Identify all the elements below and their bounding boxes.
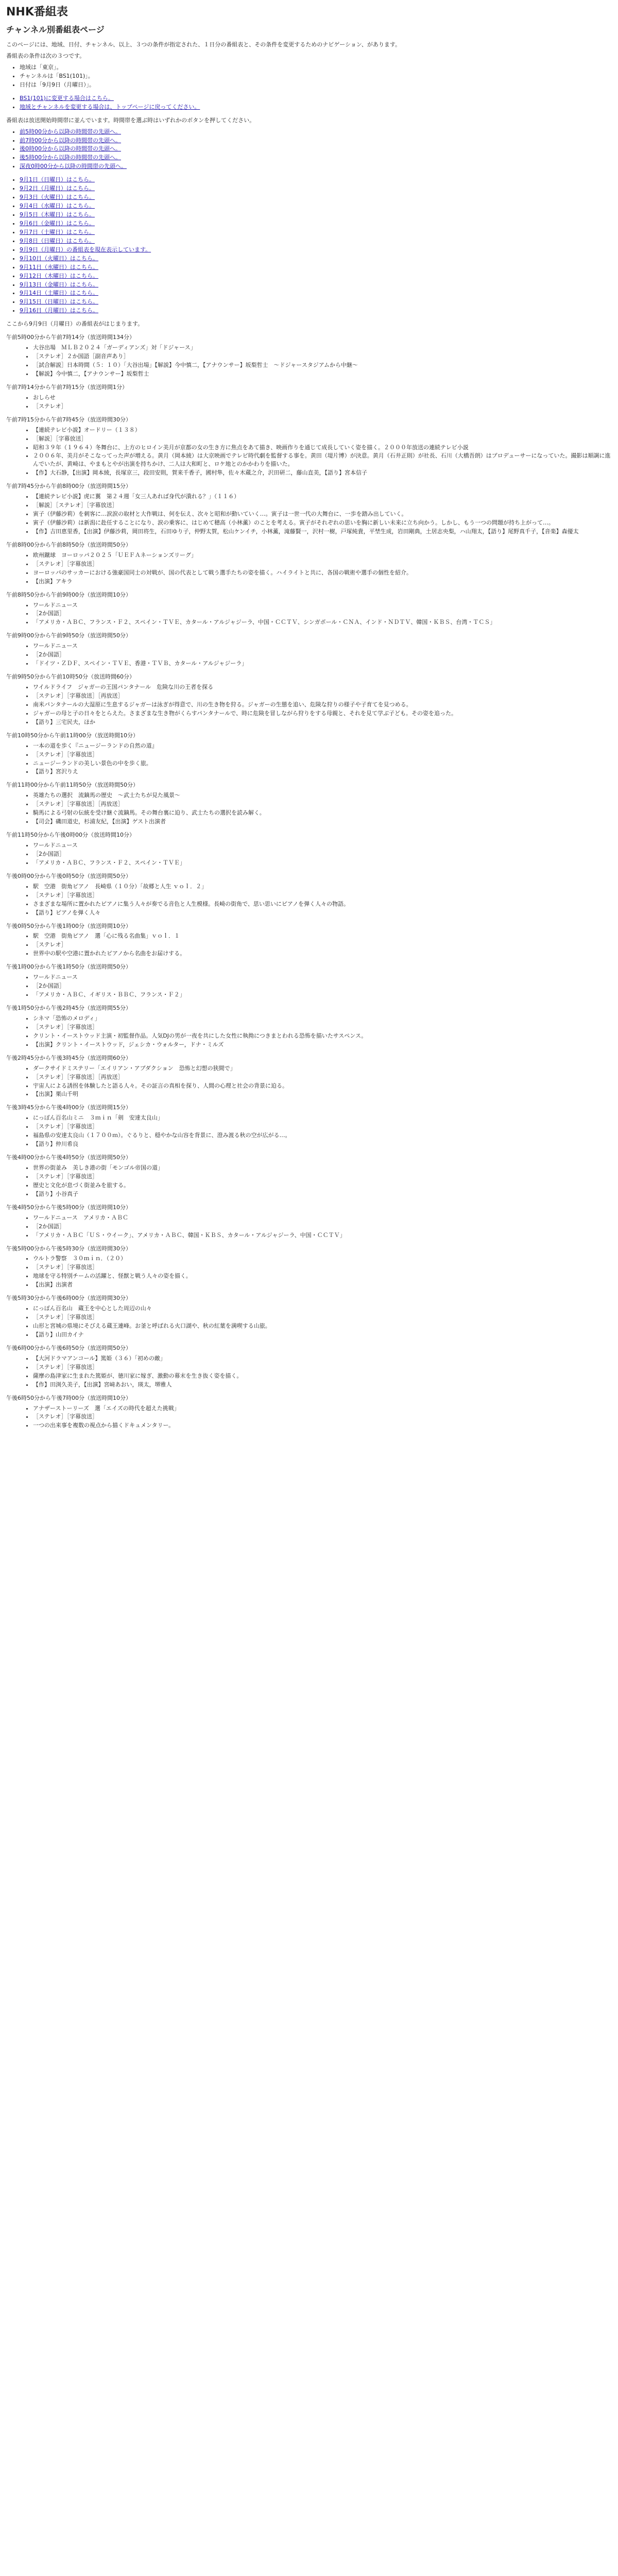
program-detail: • ［ステレオ］［字幕放送］ — [33, 560, 612, 568]
program-time: 午後4時00分から午後4時50分（放送時間50分） — [6, 1154, 131, 1161]
program-detail: • ［ステレオ］［字幕放送］ — [33, 1173, 612, 1181]
program-detail: • ［ステレオ］［字幕放送］ — [33, 891, 612, 900]
date-link[interactable]: 9月15日（日曜日）はこちら。 — [20, 298, 98, 306]
program-details — [6, 426, 612, 478]
date-link[interactable]: 9月5日（木曜日）はこちら。 — [20, 211, 95, 218]
program-detail-list — [20, 1114, 612, 1148]
program-time: 午前9時00分から午前9時50分（放送時間50分） — [6, 632, 131, 639]
program-item — [6, 632, 612, 668]
program-time: 午前7時15分から午前7時45分（放送時間30分） — [6, 416, 131, 423]
program-item — [6, 1104, 612, 1148]
program-title: • 欧州蹴球 ヨーロッパ２０２５「ＵＥＦＡネーションズリーグ」 — [33, 551, 612, 560]
time-link-7am[interactable]: 前7時00分から以降の時間帯の先頭へ。 — [20, 137, 121, 144]
date-link[interactable]: 9月16日（月曜日）はこちら。 — [20, 307, 98, 314]
program-detail: • 【語り】小谷真子 — [33, 1190, 612, 1198]
program-list — [6, 333, 612, 1430]
time-heading: 番組表は放送開始時間帯に並んでいます。時間帯を選ぶ時はいずれかのボタンを押してください。 — [6, 116, 255, 124]
program-detail: • 「アメリカ・ＡＢＣ「ＵＳ・ウイーク」、アメリカ・ＡＢＣ、韓国・ＫＢＳ、カタール・アルジャジーラ、中国・ＣＣＴＶ」 — [33, 1231, 612, 1240]
program-details — [6, 1304, 612, 1339]
time-link-5am[interactable]: 前5時00分から以降の時間帯の先頭へ。 — [20, 128, 121, 135]
program-title: • シネマ「恐怖のメロディ」 — [33, 1014, 612, 1023]
program-detail: • 【語り】仲川希良 — [33, 1140, 612, 1148]
program-detail: • 【語り】ピアノを弾く人々 — [33, 909, 612, 917]
program-detail: • 【出演】栗山千明 — [33, 1090, 612, 1098]
program-item — [6, 1004, 612, 1049]
program-title: • ワールドニュース アメリカ・ＡＢＣ — [33, 1214, 612, 1222]
program-detail-list — [20, 1214, 612, 1240]
program-details — [6, 683, 612, 726]
program-details — [6, 1164, 612, 1198]
program-title: • アナザーストーリーズ 選「エイズの時代を超えた挑戦」 — [33, 1404, 612, 1413]
date-link[interactable]: 9月7日（土曜日）はこちら。 — [20, 228, 95, 235]
program-detail: • 地球を守る特別チームの活躍と、怪獣と戦う人々の姿を描く。 — [33, 1272, 612, 1280]
program-detail: • ［ステレオ］［字幕放送］ — [33, 751, 612, 759]
back-to-top-link[interactable]: 地域とチャンネルを変更する場合は、トップページに戻ってください。 — [20, 103, 200, 110]
program-detail: • 【解説】今中慎二，【アナウンサー】坂梨哲士 — [33, 370, 612, 378]
program-detail: • ［ステレオ］［字幕放送］ — [33, 1023, 612, 1031]
program-detail: • 福島県の安達太良山（１７００ｍ）。ぐるりと、穏やかな山容を背景に、澄み渡る秋の空が広がる…。 — [33, 1131, 612, 1140]
program-details — [6, 841, 612, 867]
program-time: 午後5時00分から午後5時30分（放送時間30分） — [6, 1245, 131, 1252]
program-time: 午後2時45分から午後3時45分（放送時間60分） — [6, 1054, 131, 1061]
date-link[interactable]: 9月3日（火曜日）はこちら。 — [20, 194, 95, 201]
program-detail: • ［解説］［字幕放送］ — [33, 435, 612, 443]
program-detail-list — [20, 1164, 612, 1198]
date-link[interactable]: 9月11日（水曜日）はこちら。 — [20, 263, 98, 270]
program-item — [6, 1344, 612, 1389]
page-subtitle: チャンネル別番組表ページ — [6, 24, 105, 35]
program-details — [6, 601, 612, 627]
program-item — [6, 383, 612, 411]
program-detail-list — [20, 551, 612, 586]
program-detail: • ［ステレオ］［字幕放送］ — [33, 1313, 612, 1321]
program-time: 午前7時45分から午前8時00分（放送時間15分） — [6, 483, 131, 490]
time-link-0pm[interactable]: 後0時00分から以降の時間帯の先頭へ。 — [20, 145, 121, 152]
program-title: • ワールドニュース — [33, 841, 612, 850]
program-detail: • ［ステレオ］ — [33, 941, 612, 949]
program-detail: • ［2か国語］ — [33, 609, 612, 618]
program-detail: • クリント・イーストウッド主演・初監督作品。人気DJの男が一夜を共にした女性に執拗につきまとわれる恐怖を描いたサスペンス。 — [33, 1032, 612, 1040]
program-details — [6, 493, 612, 536]
program-detail: • ［2か国語］ — [33, 850, 612, 858]
program-detail: • 【語り】山田カイナ — [33, 1331, 612, 1339]
program-detail: • 「ドイツ・ＺＤＦ、スペイン・ＴＶＥ、香港・ＴＶＢ、カタール・アルジャジーラ」 — [33, 659, 612, 668]
program-detail: • 【作】大石静，【出演】岡本綾，長塚京三，段田安則，賀来千香子，國村隼，佐々木蔵之介，沢田研二，藤山直美，【語り】宮本信子 — [33, 469, 612, 477]
program-time: 午後3時45分から午後4時00分（放送時間15分） — [6, 1104, 131, 1111]
time-link-midnight[interactable]: 深夜0時00分から以降の時間帯の先頭へ。 — [20, 163, 127, 170]
program-detail: • 【語り】宮沢りえ — [33, 768, 612, 776]
program-title: • 世界の街並み 美しき港の街「モンゴル帝国の道」 — [33, 1164, 612, 1172]
program-detail: • 「アメリカ・ＡＢＣ、フランス・Ｆ２、スペイン・ＴＶＥ、カタール・アルジャジーラ、中国・ＣＣＴＶ、シンガポール・ＣＮＡ、インド・ＮＤＴＶ、韓国・ＫＢＳ、台湾・ＴＣＳ」 — [33, 618, 612, 626]
program-details — [6, 1014, 612, 1049]
program-detail: • ［解説］［ステレオ］［字幕放送］ — [33, 501, 612, 510]
program-details — [6, 883, 612, 917]
program-title: • にっぽん百名山 蔵王を中心とした周辺の山々 — [33, 1304, 612, 1313]
schedule-heading: ここから9月9日（月曜日）の番組表がはじまります。 — [6, 320, 144, 328]
program-item — [6, 1204, 612, 1240]
program-detail: • 昭和３９年（１９６４）冬舞台に、上方のヒロイン美月が京都の女の生き方に焦点をあて描き、映画作りを通じて成長していく姿を描く。２０００年放送の連続テレビ小説 — [33, 444, 612, 452]
program-item — [6, 732, 612, 776]
program-item — [6, 673, 612, 726]
program-detail-list — [20, 1354, 612, 1389]
program-detail: • 「アメリカ・ＡＢＣ、フランス・Ｆ２、スペイン・ＴＶＥ」 — [33, 859, 612, 867]
program-title: • ワールドニュース — [33, 601, 612, 609]
program-detail: • ［ステレオ］２か国語［副音声あり］ — [33, 352, 612, 361]
program-detail: • 【司会】磯田道史，杉浦友紀，【出演】ゲスト出演者 — [33, 818, 612, 826]
program-item — [6, 831, 612, 867]
program-detail: • 【出演】クリント・イーストウッド，ジェシカ・ウォルター，ドナ・ミルズ — [33, 1041, 612, 1049]
program-detail: • 寅子（伊藤沙莉）は新潟に赴任することになり、涙の乗客に、はじめて穂高（小林薫）のことを考える。寅子がそれぞれの思いを胸に新しい未来に立ち向かう。しかし、もう一つの問題が持ち上がって…。 — [33, 519, 612, 527]
program-details — [6, 1354, 612, 1389]
program-detail: • 騎馬による弓射の伝統を受け継ぐ流鏑馬。その舞台裏に迫り、武士たちの選択を読み解く。 — [33, 809, 612, 817]
program-item — [6, 963, 612, 999]
program-item — [6, 1054, 612, 1099]
program-detail: • 【語り】三宅民夫，ほか — [33, 718, 612, 726]
program-detail: • ヨーロッパのサッカーにおける強豪国同士の対戦が、国の代表として戦う選手たちの姿を描く。ハイライトと共に、各国の戦術や選手の個性を紹介。 — [33, 569, 612, 577]
condition-item: • 日付は「9月9日（月曜日）」。 — [20, 81, 612, 89]
program-details — [6, 973, 612, 999]
program-detail-list — [20, 742, 612, 776]
program-detail-list — [20, 426, 612, 478]
program-item — [6, 922, 612, 958]
program-detail: • ［ステレオ］［字幕放送］ — [33, 1263, 612, 1272]
program-title: • にっぽん百名山ミニ ３ｍｉｎ「剣 安達太良山」 — [33, 1114, 612, 1122]
program-title: • ウルトラ警察 ３０ｍｉｎ．（２０） — [33, 1255, 612, 1263]
program-time: 午後4時50分から午後5時00分（放送時間10分） — [6, 1204, 131, 1211]
program-detail-list — [20, 1404, 612, 1430]
program-time: 午後0時00分から午後0時50分（放送時間50分） — [6, 872, 131, 879]
conditions-heading: 番組表の条件は次の３つです。 — [6, 53, 85, 60]
program-item — [6, 872, 612, 917]
change-channel-link[interactable]: BS1(101)に変更する場合はこちら。 — [20, 94, 114, 101]
program-item — [6, 333, 612, 378]
program-title: • 駅 空港 街角ピアノ 選「心に残る名曲集」ｖｏｌ．１ — [33, 932, 612, 940]
program-detail-list — [20, 932, 612, 958]
program-title: • おしらせ — [33, 394, 612, 402]
program-time: 午前11時00分から午前11時50分（放送時間50分） — [6, 782, 139, 789]
program-title: • ダークサイドミステリー「エイリアン・アブダクション 恐怖と幻想の狭間で」 — [33, 1064, 612, 1073]
program-detail: • 山形と宮城の県境にそびえる蔵王連峰。お釜と呼ばれる火口湖や、秋の紅葉を満喫する山旅。 — [33, 1322, 612, 1330]
program-title: • 駅 空港 街角ピアノ 長崎県（１０分）「故郷と人生 ｖｏｌ．２」 — [33, 883, 612, 891]
program-detail-list — [20, 841, 612, 867]
program-title: • ワイルドライフ ジャガーの王国パンタナール 危険な川の王者を探る — [33, 683, 612, 691]
program-details — [6, 1404, 612, 1430]
program-detail-list — [20, 1064, 612, 1099]
program-item — [6, 541, 612, 586]
program-item — [6, 781, 612, 826]
program-item — [6, 416, 612, 478]
program-details — [6, 1114, 612, 1148]
program-detail: • ［ステレオ］［字幕放送］ — [33, 1413, 612, 1421]
time-nav-top — [6, 128, 612, 171]
program-detail: • さまざまな場所に置かれたピアノに集う人々が奏でる音色と人生模様。長崎の街角で、思い思いにピアノを弾く人々の物語。 — [33, 900, 612, 908]
program-time: 午後5時30分から午後6時00分（放送時間30分） — [6, 1295, 131, 1302]
program-title: • 【連続テレビ小説】オードリー（１３８） — [33, 426, 612, 434]
program-detail: • ［2か国語］ — [33, 651, 612, 659]
program-detail: • ［ステレオ］［字幕放送］［再放送］ — [33, 692, 612, 700]
program-detail: • ［2か国語］ — [33, 1223, 612, 1231]
date-link[interactable]: 9月4日（水曜日）はこちら。 — [20, 202, 95, 210]
program-time: 午前10時50分から午前11時00分（放送時間10分） — [6, 732, 139, 739]
program-details — [6, 551, 612, 586]
program-item — [6, 482, 612, 536]
program-details — [6, 742, 612, 776]
program-detail-list — [20, 344, 612, 378]
program-detail-list — [20, 1304, 612, 1339]
program-detail: • 世界中の駅や空港に置かれたピアノから名曲をお届けする。 — [33, 950, 612, 958]
program-item — [6, 1394, 612, 1430]
date-link[interactable]: 9月13日（金曜日）はこちら。 — [20, 281, 98, 288]
program-details — [6, 1255, 612, 1289]
program-detail: • ２００６年、美月がそこなってった声が増える。黄月（岡本綾）は大京映画でテレビ時代劇を監督する事を。黄田（堤片博）が決意。黄月（石井正則）が社長、石川（大橋吾朗）はプロデューサーになっていた。撮影は順調に進んでいたが、黄崎は、やまもとやが出演を持ちかけ、二人は大和町と、ロケ地とのかかわりを描いた。 — [33, 452, 612, 468]
program-detail: • 薩摩の島津家に生まれた篤姫が、徳川家に嫁ぎ、激動の幕末を生き抜く姿を描く。 — [33, 1372, 612, 1380]
program-detail-list — [20, 1255, 612, 1289]
program-detail: • 【作】田渕久美子，【出演】宮﨑あおい，瑛太，堺雅人 — [33, 1381, 612, 1389]
program-details — [6, 642, 612, 668]
program-detail: • ジャガーの母と子の日々をとらえた。さまざまな生き物がくらすパンタナールで、時に危険を冒しながら狩りをする母親と、それを見て学ぶ子ども。その姿を追った。 — [33, 709, 612, 718]
program-item — [6, 1154, 612, 1198]
program-detail-list — [20, 683, 612, 726]
intro-text: このページには、地域、日付、チャンネル、以上、３つの条件が指定された、１日分の番組表と、その条件を変更するためのナビゲーション、があります。 — [6, 41, 401, 48]
program-time: 午前5時00分から午前7時14分（放送時間134分） — [6, 334, 135, 341]
program-detail: • 宇宙人による誘拐を体験したと語る人々。その証言の真相を探り、人間の心理と社会の背景に迫る。 — [33, 1082, 612, 1090]
program-detail-list — [20, 1014, 612, 1049]
condition-item: • チャンネルは「BS1(101)」。 — [20, 72, 612, 80]
program-title: • 一本の道を歩く『ニュージーランドの自然の道』 — [33, 742, 612, 750]
condition-item: • 地域は「東京」。 — [20, 63, 612, 72]
change-links — [6, 94, 612, 111]
program-detail: • ［試合解説］日本時間（５：１０）「大谷出場」【解説】今中慎二，【アナウンサー】坂梨哲士 ～ドジャースタジアムから中継～ — [33, 361, 612, 369]
program-item — [6, 591, 612, 627]
program-title: • 大谷出場 ＭＬＢ２０２４「ガーディアンズ」対「ドジャース」 — [33, 344, 612, 352]
program-detail: • ［2か国語］ — [33, 982, 612, 990]
program-details — [6, 791, 612, 826]
conditions-list — [6, 63, 612, 89]
date-link[interactable]: 9月1日（日曜日）はこちら。 — [20, 176, 95, 183]
date-link[interactable]: 9月10日（火曜日）はこちら。 — [20, 255, 98, 262]
program-title: • 【連続テレビ小説】虎に翼 第２４週「女三人あれば身代が潰れる？」（１１６） — [33, 493, 612, 501]
page-title: NHK番組表 — [6, 6, 68, 19]
program-detail-list — [20, 394, 612, 411]
program-time: 午前11時50分から午後0時00分（放送時間10分） — [6, 832, 135, 839]
program-detail: • ［ステレオ］［字幕放送］［再放送］ — [33, 800, 612, 808]
date-link-current[interactable]: 9月9日（月曜日）の番組表を現在表示しています。 — [20, 246, 151, 253]
date-link[interactable]: 9月2日（月曜日）はこちら。 — [20, 185, 95, 192]
program-details — [6, 1214, 612, 1240]
program-detail: • 一つの出来事を複数の視点から描くドキュメンタリー。 — [33, 1421, 612, 1430]
program-detail-list — [20, 493, 612, 536]
program-detail: • 歴史と文化が息づく街並みを旅する。 — [33, 1181, 612, 1190]
program-time: 午前8時50分から午前9時00分（放送時間10分） — [6, 591, 131, 598]
date-link[interactable]: 9月6日（金曜日）はこちら。 — [20, 219, 95, 227]
program-detail: • ［ステレオ］ — [33, 402, 612, 411]
program-detail: • 寅子（伊藤沙莉）を刺客に…涙涙の取材と大作戦は、何を伝え、次々と昭和が動いていく…。寅子は一世一代の大舞台に、一歩を踏み出していく。 — [33, 510, 612, 518]
program-detail: • 「アメリカ・ＡＢＣ、イギリス・ＢＢＣ、フランス・Ｆ２」 — [33, 991, 612, 999]
program-detail-list — [20, 791, 612, 826]
program-time: 午前7時14分から午前7時15分（放送時間1分） — [6, 383, 128, 391]
date-link[interactable]: 9月12日（木曜日）はこちら。 — [20, 272, 98, 279]
date-link[interactable]: 9月14日（土曜日）はこちら。 — [20, 290, 98, 297]
program-detail-list — [20, 601, 612, 627]
time-link-5pm[interactable]: 後5時00分から以降の時間帯の先頭へ。 — [20, 154, 121, 161]
program-title: • ワールドニュース — [33, 642, 612, 650]
program-detail: • 【出演】出演者 — [33, 1281, 612, 1289]
program-time: 午後1時50分から午後2時45分（放送時間55分） — [6, 1005, 131, 1012]
program-detail: • 南米パンタナールの大湿原に生息するジャガーは泳ぎが得意で、川の生き物を狩る。ジャガーの生態を追い、危険な狩りの様子や子育てを見つめる。 — [33, 701, 612, 709]
program-time: 午前8時00分から午前8時50分（放送時間50分） — [6, 541, 131, 548]
program-time: 午後6時50分から午後7時00分（放送時間10分） — [6, 1394, 131, 1401]
date-nav — [6, 176, 612, 315]
program-time: 午前9時50分から午前10時50分（放送時間60分） — [6, 673, 135, 681]
program-detail: • 【出演】アキラ — [33, 578, 612, 586]
program-details — [6, 932, 612, 958]
program-title: • ワールドニュース — [33, 973, 612, 981]
program-details — [6, 394, 612, 411]
program-detail-list — [20, 883, 612, 917]
program-detail: • ［ステレオ］［字幕放送］［再放送］ — [33, 1073, 612, 1081]
program-detail-list — [20, 973, 612, 999]
program-details — [6, 344, 612, 378]
program-detail: • ［ステレオ］［字幕放送］ — [33, 1363, 612, 1371]
program-time: 午後6時00分から午後6時50分（放送時間50分） — [6, 1344, 131, 1351]
program-detail: • 【作】吉田恵里香，【出演】伊藤沙莉，岡田将生，石田ゆり子，仲野太賀，松山ケンイチ，小林薫，滝藤賢一，沢村一樹，戸塚純貴，平埜生成，岩田剛典，土居志央梨，ハ山翔太，【語り】尾野真千子，【音楽】森優太 — [33, 528, 612, 536]
program-item — [6, 1245, 612, 1290]
program-time: 午後1時00分から午後1時50分（放送時間50分） — [6, 963, 131, 971]
date-link[interactable]: 9月8日（日曜日）はこちら。 — [20, 237, 95, 244]
program-title: • 【大河ドラマアンコール】篤姫（３６）「初めの敵」 — [33, 1354, 612, 1363]
program-detail-list — [20, 642, 612, 668]
program-time: 午後0時50分から午後1時00分（放送時間10分） — [6, 922, 131, 929]
program-detail: • ニュージーランドの美しい景色の中を歩く旅。 — [33, 759, 612, 768]
program-detail: • ［ステレオ］［字幕放送］ — [33, 1123, 612, 1131]
program-title: • 英雄たちの選択 流鏑馬の歴史 ～武士たちが見た風景～ — [33, 791, 612, 800]
program-item — [6, 1294, 612, 1339]
program-details — [6, 1064, 612, 1099]
